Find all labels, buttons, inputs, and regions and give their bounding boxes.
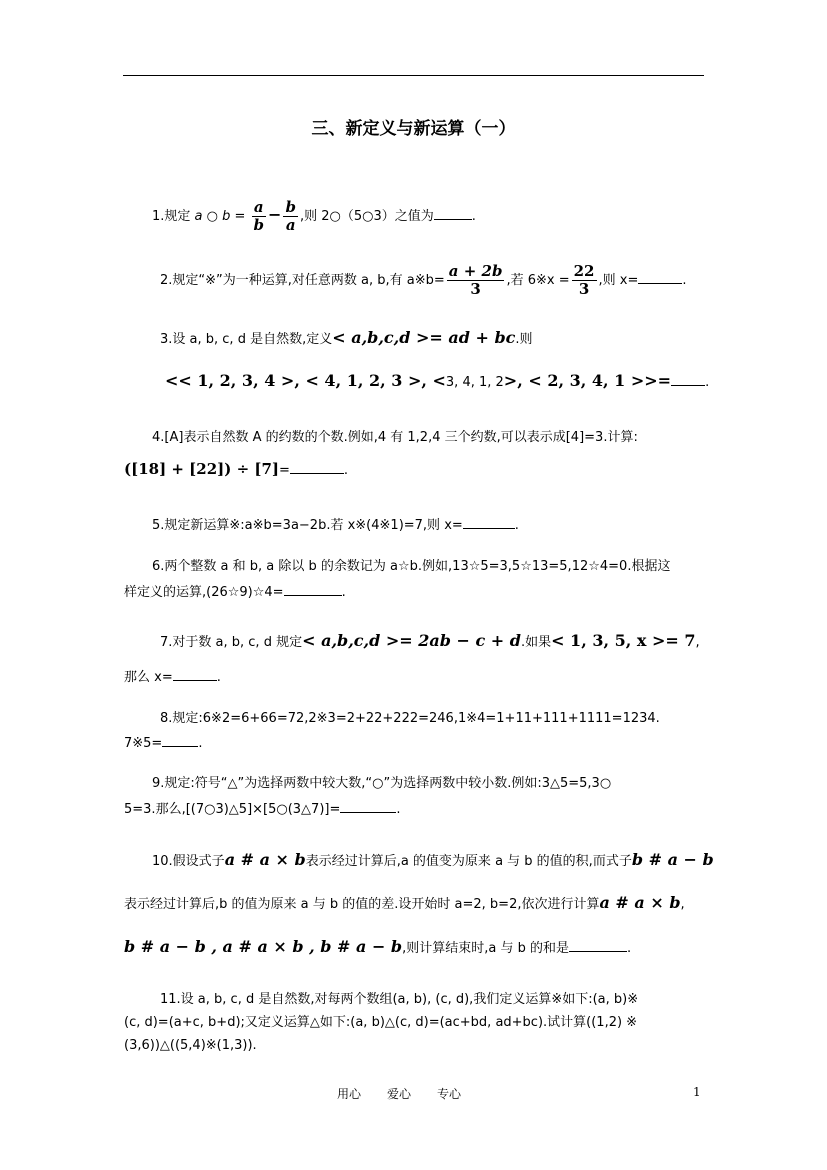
answer-blank-1[interactable]: [434, 205, 472, 220]
problem-10-expr-3: a # a × b: [599, 893, 681, 912]
problem-3-expr-b: >, < 2, 3, 4, 1 >>=: [503, 371, 672, 390]
problem-10-expr-4: b # a − b , a # a × b , b # a − b: [124, 937, 403, 956]
problem-3-line-1: [160, 328, 533, 350]
problem-7-prefix: 7.对于数 a, b, c, d 规定: [160, 635, 303, 650]
answer-blank-7[interactable]: [173, 666, 217, 681]
problem-6-end: .: [341, 585, 346, 600]
page-footer: [337, 1085, 487, 1102]
problem-6-text: 样定义的运算,(26☆9)☆4=: [124, 585, 284, 600]
problem-10-line-2-text: 表示经过计算后,b 的值为原来 a 与 b 的值的差.设开始时 a=2, b=2,依次进行计算: [124, 897, 600, 912]
answer-blank-6[interactable]: [284, 581, 342, 596]
problem-11-line-3: (3,6))△((5,4)※(1,3)).: [124, 1038, 257, 1053]
footer-item: 爱心: [387, 1087, 412, 1101]
problem-10-expr-1: a # a × b: [224, 850, 306, 869]
page-number: 1: [693, 1085, 701, 1099]
problem-3-definition: < a,b,c,d >= ad + bc: [332, 328, 516, 347]
problem-2: [160, 263, 687, 298]
problem-9-line-1: 9.规定:符号“△”为选择两数中较大数,“○”为选择两数中较小数.例如:3△5=5,3○: [152, 776, 612, 791]
problem-2-prefix: 2.规定“※”为一种运算,对任意两数 a, b,有 a※b=: [160, 273, 445, 288]
problem-3-plain: 3, 4, 1, 2: [445, 375, 504, 390]
problem-7-definition: < a,b,c,d >= 2ab − c + d: [302, 631, 521, 650]
problem-1-prefix: 1.规定: [152, 209, 195, 224]
problem-7-end: .: [216, 670, 221, 685]
problem-3-line-2: [165, 371, 709, 393]
problem-10-line-2: [124, 893, 685, 915]
problem-7-text: 那么 x=: [124, 670, 173, 685]
problem-2-fraction-2: $\frac{22}{3}$: [573, 262, 595, 298]
problem-1-end: .: [471, 209, 476, 224]
problem-9-end: .: [396, 802, 401, 817]
problem-10-end: .: [627, 941, 632, 956]
problem-8-end: .: [198, 736, 203, 751]
problem-6-line-1: 6.两个整数 a 和 b, a 除以 b 的余数记为 a☆b.例如,13☆5=3,5☆13=5,12☆4=0.根据这: [152, 559, 671, 574]
problem-1-fraction-1: $\frac{a}{b}$: [253, 198, 265, 234]
problem-1-expr: a ○ b =: [194, 209, 246, 224]
problem-9-text: 5=3.那么,[(7○3)△5]×[5○(3△7)]=: [124, 802, 341, 817]
problem-7-suffix: ,: [695, 635, 700, 650]
problem-2-fraction-1: $\frac{a + 2b}{3}$: [448, 262, 503, 298]
answer-blank-4[interactable]: [290, 459, 344, 474]
problem-10-line-1: [152, 850, 714, 872]
problem-5-text: 5.规定新运算※:a※b=3a−2b.若 x※(4※1)=7,则 x=: [152, 518, 463, 533]
footer-item: 专心: [437, 1087, 462, 1101]
problem-3-end: .: [705, 375, 710, 390]
problem-10-line-3-text: ,则计算结束时,a 与 b 的和是: [402, 941, 569, 956]
problem-4-expr: ([18] + [22]) ÷ [7]: [124, 460, 279, 478]
problem-10-mid: 表示经过计算后,a 的值变为原来 a 与 b 的值的积,而式子: [305, 854, 632, 869]
problem-1-minus: −: [268, 205, 282, 224]
problem-7-line-2: [124, 666, 221, 688]
problem-8-line-1: 8.规定:6※2=6+66=72,2※3=2+22+222=246,1※4=1+11+111+1111=1234.: [160, 711, 660, 726]
problem-10-line-2-end: ,: [680, 897, 685, 912]
problem-3-prefix: 3.设 a, b, c, d 是自然数,定义: [160, 332, 333, 347]
problem-2-mid: ,若 6※x =: [506, 273, 570, 288]
problem-4-line-2: [124, 459, 348, 481]
problem-8-text: 7※5=: [124, 736, 163, 751]
answer-blank-3[interactable]: [671, 371, 705, 386]
problem-7-line-1: [160, 631, 700, 653]
problem-2-end: .: [682, 273, 687, 288]
problem-7-condition: < 1, 3, 5, x >= 7: [551, 631, 696, 650]
footer-item: 用心: [337, 1087, 362, 1101]
problem-6-line-2: [124, 581, 346, 603]
page-title: 三、新定义与新运算（一）: [311, 119, 516, 139]
answer-blank-10[interactable]: [569, 937, 627, 952]
problem-4-line-1: 4.[A]表示自然数 A 的约数的个数.例如,4 有 1,2,4 三个约数,可以表示成[4]=3.计算:: [152, 430, 638, 445]
problem-5-end: .: [514, 518, 519, 533]
header-rule: [123, 75, 704, 76]
problem-10-prefix: 10.假设式子: [152, 854, 225, 869]
problem-10-line-3: [124, 937, 631, 959]
problem-8-line-2: [124, 732, 202, 754]
problem-9-line-2: [124, 798, 401, 820]
problem-7-mid: .如果: [520, 635, 552, 650]
answer-blank-8[interactable]: [162, 732, 198, 747]
problem-1-suffix: ,则 2○（5○3）之值为: [299, 209, 434, 224]
problem-3-suffix: .则: [515, 332, 533, 347]
problem-1: [152, 199, 476, 234]
problem-4-eq: =: [279, 463, 290, 478]
answer-blank-2[interactable]: [638, 269, 682, 284]
problem-10-expr-2: b # a − b: [631, 850, 714, 869]
problem-1-fraction-2: $\frac{b}{a}$: [285, 198, 296, 234]
problem-11-line-2: (c, d)=(a+c, b+d);又定义运算△如下:(a, b)△(c, d)=(ac+bd, ad+bc).试计算((1,2) ※: [124, 1015, 638, 1030]
answer-blank-5[interactable]: [463, 514, 515, 529]
problem-4-end: .: [343, 463, 349, 478]
problem-11-line-1: 11.设 a, b, c, d 是自然数,对每两个数组(a, b), (c, d),我们定义运算※如下:(a, b)※: [160, 992, 639, 1007]
problem-3-expr-a: << 1, 2, 3, 4 >, < 4, 1, 2, 3 >, <: [165, 371, 446, 390]
problem-5: [152, 514, 519, 536]
problem-2-suffix: ,则 x=: [598, 273, 639, 288]
answer-blank-9[interactable]: [340, 798, 396, 813]
